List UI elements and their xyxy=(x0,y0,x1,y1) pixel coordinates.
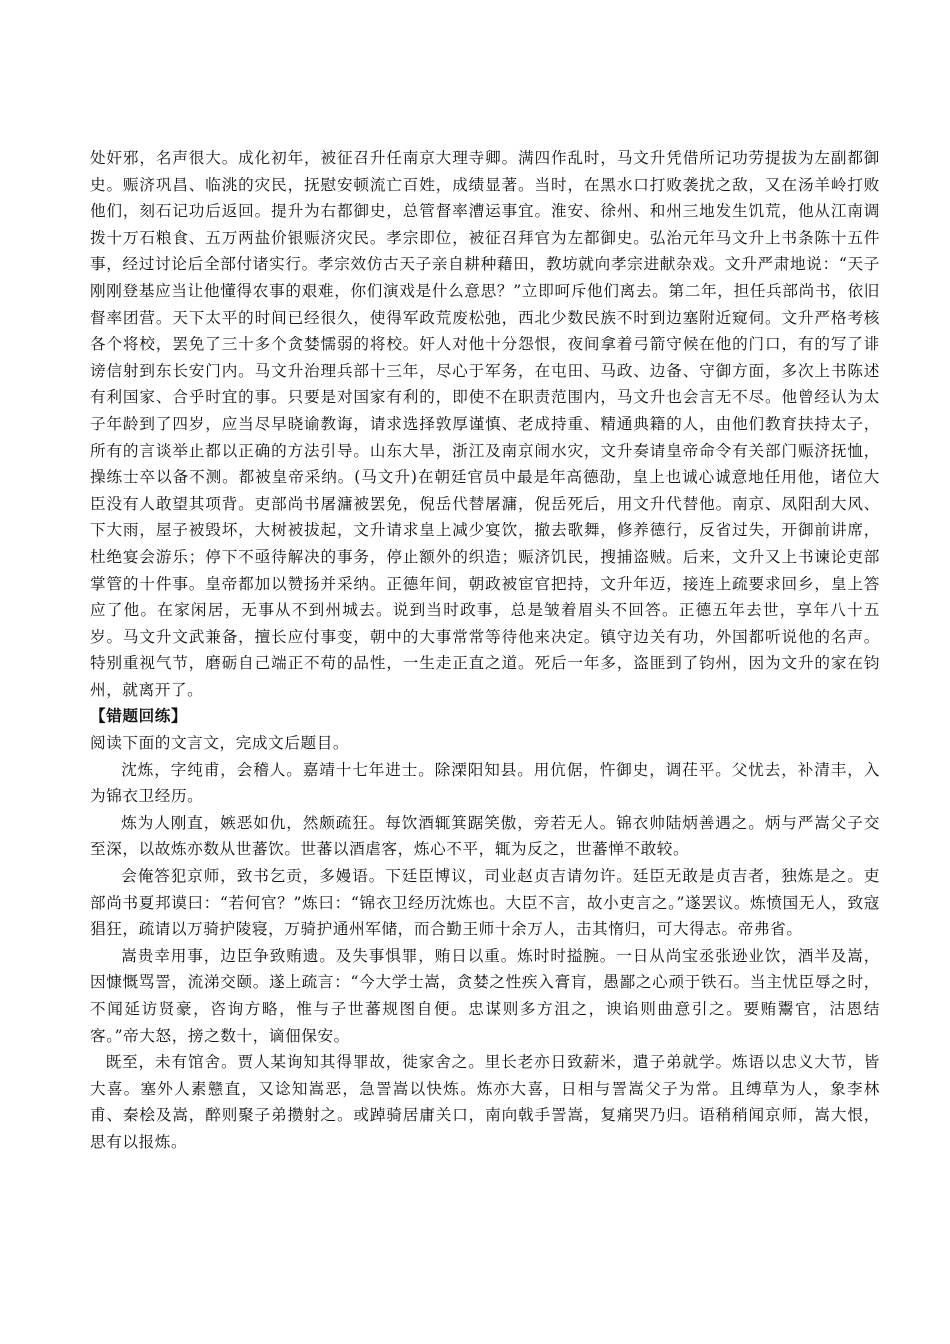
passage-paragraph-1: 沈炼，字纯甫，会稽人。嘉靖十七年进士。除溧阳知县。用伉倨，忤御史，调茌平。父忧去，补清丰，入为锦衣卫经历。 xyxy=(90,760,880,806)
passage-paragraph-3: 会俺答犯京师，致书乞贡，多嫚语。下廷臣博议，司业赵贞吉请勿许。廷臣无敢是贞吉者，独炼是之。吏部尚书夏邦谟曰：“若何官？”炼曰：“锦衣卫经历沈炼也。大臣不言，故小吏言之。”遂罢议。炼愤国无人，致寇猖狂，疏请以万骑护陵寝，万骑护通州军储，而合勤王师十余万人，击其惰归，可大得志。帝弗省。 xyxy=(90,867,880,939)
instruction-text: 阅读下面的文言文，完成文后题目。 xyxy=(90,734,350,753)
passage-paragraph-4: 嵩贵幸用事，边臣争致贿遗。及失事惧罪，贿日以重。炼时时搤腕。一日从尚宝丞张逊业饮，酒半及嵩，因慷慨骂詈，流涕交颐。遂上疏言：“今大学士嵩，贪婪之性疾入膏肓，愚鄙之心顽于铁石。当主忧臣辱之时，不闻延访贤豪，咨询方略，惟与子世蕃规图自便。忠谋则多方沮之，谀谄则曲意引之。要贿鬻官，沽恩结客。”帝大怒，搒之数十，谪佃保安。 xyxy=(90,946,880,1045)
passage-paragraph-5: 既至，未有馆舍。贾人某询知其得罪故，徙家舍之。里长老亦日致薪米，遣子弟就学。炼语以忠义大节，皆大喜。塞外人素戆直，又谂知嵩恶，急詈嵩以快炼。炼亦大喜，日相与詈嵩父子为常。且缚草为人，象李林甫、秦桧及嵩，醉则聚子弟攒射之。或踔骑居庸关口，南向戟手詈嵩，复痛哭乃归。语稍稍闻京师，嵩大恨，思有以报炼。 xyxy=(90,1053,880,1151)
translation-paragraph: 处奸邪，名声很大。成化初年，被征召升任南京大理寺卿。满四作乱时，马文升凭借所记功劳提拔为左副都御史。赈济巩昌、临洮的灾民，抚慰安顿流亡百姓，成绩显著。当时，在黑水口打败袭扰之敌，又在汤羊岭打败他们，刻石记功后返回。提升为右都御史，总管督率漕运事宜。淮安、徐州、和州三地发生饥荒，他从江南调拨十万石粮食、五万两盐价银赈济灾民。孝宗即位，被征召拜官为左都御史。弘治元年马文升上书条陈十五件事，经过讨论后全部付诸实行。孝宗效仿古天子亲自耕种藉田，教坊就向孝宗进献杂戏。文升严肃地说：“天子刚刚登基应当让他懂得农事的艰难，你们演戏是什么意思？”立即呵斥他们离去。第二年，担任兵部尚书，依旧督率团营。天下太平的时间已经很久，使得军政荒废松弛，西北少数民族不时到边塞附近窥伺。文升严格考核各个将校，罢免了三十多个贪婪懦弱的将校。奸人对他十分怨恨，夜间拿着弓箭守候在他的门口，有的写了诽谤信射到东长安门内。马文升治理兵部十三年，尽心于军务，在屯田、马政、边备、守御方面，多次上书陈述有利国家、合乎时宜的事。只要是对国家有利的，即使不在职责范围内，马文升也会言无不尽。他曾经认为太子年龄到了四岁，应当尽早晓谕教诲，请求选择敦厚谨慎、老成持重、精通典籍的人，由他们教育扶持太子，所有的言谈举止都以正确的方法引导。山东大旱，浙江及南京闹水灾，文升奏请皇帝命令有关部门赈济抚恤，操练士卒以备不测。都被皇帝采纳。(马文升)在朝廷官员中最是年高德劭，皇上也诚心诚意地任用他，诸位大臣没有人敢望其项背。吏部尚书屠滽被罢免，倪岳代替屠滽，倪岳死后，用文升代替他。南京、凤阳刮大风、下大雨，屋子被毁坏，大树被拔起，文升请求皇上减少宴饮，撤去歌舞，修养德行，反省过失，开御前讲席，杜绝宴会游乐；停下不亟待解决的事务，停止额外的织造；赈济饥民，搜捕盗贼。后来，文升又上书谏论吏部掌管的十件事。皇帝都加以赞扬并采纳。正德年间，朝政被宦官把持，文升年迈，接连上疏要求回乡，皇上答应了他。在家闲居，无事从不到州城去。说到当时政事，总是皱着眉头不回答。正德五年去世，享年八十五岁。马文升文武兼备，擅长应付事变，朝中的大事常常等待他来决定。镇守边关有功，外国都听说他的名声。特别重视气节，磨砺自己端正不苟的品性，一生走正直之道。死后一年多，盗匪到了钧州，因为文升的家在钧州，就离开了。 xyxy=(90,149,880,699)
section-heading: 【错题回练】 xyxy=(90,706,188,726)
passage-paragraph-2: 炼为人刚直，嫉恶如仇，然颇疏狂。每饮酒辄箕踞笑傲，旁若无人。锦衣帅陆炳善遇之。炳与严嵩父子交至深，以故炼亦数从世蕃饮。世蕃以酒虐客，炼心不平，辄为反之，世蕃惮不敢较。 xyxy=(90,813,880,859)
document-page xyxy=(90,145,880,1156)
